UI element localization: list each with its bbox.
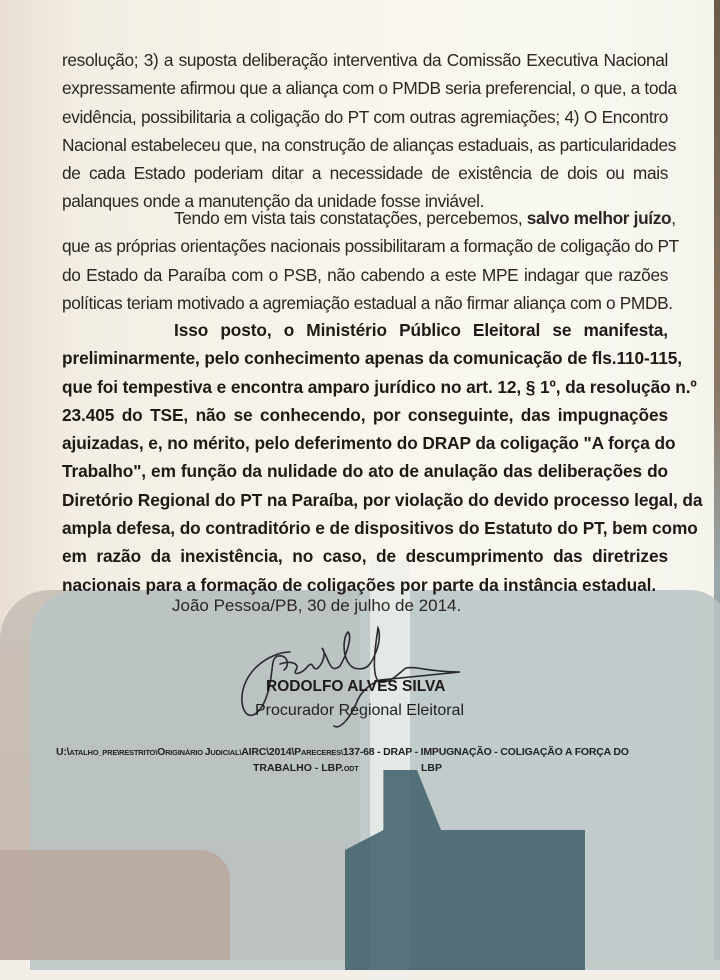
text-line: expressamente afirmou que a aliança com o PMDB seria preferencial, o que, a toda [62, 78, 677, 99]
text-line: de cada Estado poderiam ditar a necessidade de existência de dois ou mais [62, 163, 668, 184]
text-line: nacionais para a formação de coligações por parte da instância estadual. [62, 574, 657, 595]
text-line: ajuizadas, e, no mérito, pelo deferimento do DRAP da coligação "A força do [62, 433, 676, 454]
text-line: Diretório Regional do PT na Paraíba, por violação do devido processo legal, da [62, 489, 703, 510]
text-line [62, 204, 676, 232]
text-segment: TRABALHO - LBP. [253, 762, 344, 774]
file-path-footer [56, 746, 629, 758]
text-line: que foi tempestiva e encontra amparo jurídico no art. 12, § 1º, da resolução n.º [62, 376, 697, 397]
text-segment: AIRC\2014\ [241, 746, 295, 758]
text-line: 23.405 do TSE, não se conhecendo, por conseguinte, das impugnações [62, 404, 668, 425]
emphasis-text: salvo melhor juízo [526, 208, 672, 228]
text-segment: Tendo em vista tais constatações, percebemos, [174, 208, 527, 228]
text-line: Nacional estabeleceu que, na construção de alianças estaduais, as particularidades [62, 134, 676, 155]
paragraph-2 [62, 204, 679, 317]
text-line: ampla defesa, do contraditório e de dispositivos do Estatuto do PT, bem como [62, 518, 698, 539]
text-segment: , [671, 208, 676, 228]
text-line: que as próprias orientações nacionais possibilitaram a formação de coligação do PT [62, 236, 679, 257]
signer-title: Procurador Regional Eleitoral [255, 702, 464, 719]
text-segment: 137-68 - DRAP - IMPUGNAÇÃO - COLIGAÇÃO A FORÇA DO [342, 746, 629, 758]
shadow-shape [0, 850, 230, 960]
text-line: Isso posto, o Ministério Público Eleitoral se manifesta, [174, 320, 668, 340]
text-segment: ODT [343, 766, 359, 773]
author-initials: LBP [421, 762, 442, 774]
text-segment: ARECERES\ [300, 748, 343, 757]
text-line: do Estado da Paraíba com o PSB, não cabendo a este MPE indagar que razões [62, 264, 668, 285]
text-segment: O [157, 746, 166, 758]
text-line: políticas teriam motivado a agremiação estadual a não firmar aliança com o PMDB. [62, 292, 673, 313]
signer-name: RODOLFO ALVES SILVA [266, 678, 446, 695]
text-segment: P [294, 746, 301, 758]
file-path-footer-line2 [253, 762, 359, 774]
text-line: preliminarmente, pelo conhecimento apenas da comunicação de fls.110-115, [62, 348, 682, 369]
paragraph-3-conclusion [62, 316, 703, 599]
text-line: evidência, possibilitaria a coligação do PT com outras agremiações; 4) O Encontro [62, 106, 668, 127]
text-segment: ATALHO_PRE\RESTRITO\ [69, 748, 158, 757]
text-segment: UDICIAL\ [210, 748, 242, 757]
text-line: em razão da inexistência, no caso, de descumprimento das diretrizes [62, 546, 668, 567]
date-line: João Pessoa/PB, 30 de julho de 2014. [172, 596, 462, 615]
text-line: Trabalho", em função da nulidade do ato de anulação das deliberações do [62, 461, 668, 482]
text-line: resolução; 3) a suposta deliberação interventiva da Comissão Executiva Nacional [62, 50, 668, 70]
paragraph-1 [62, 46, 677, 216]
text-segment: U:\ [56, 746, 70, 758]
text-segment: RIGINÁRIO [165, 748, 205, 757]
text-segment: J [204, 746, 211, 758]
text-line: palanques onde a manutenção da unidade fosse inviável. [62, 191, 485, 212]
